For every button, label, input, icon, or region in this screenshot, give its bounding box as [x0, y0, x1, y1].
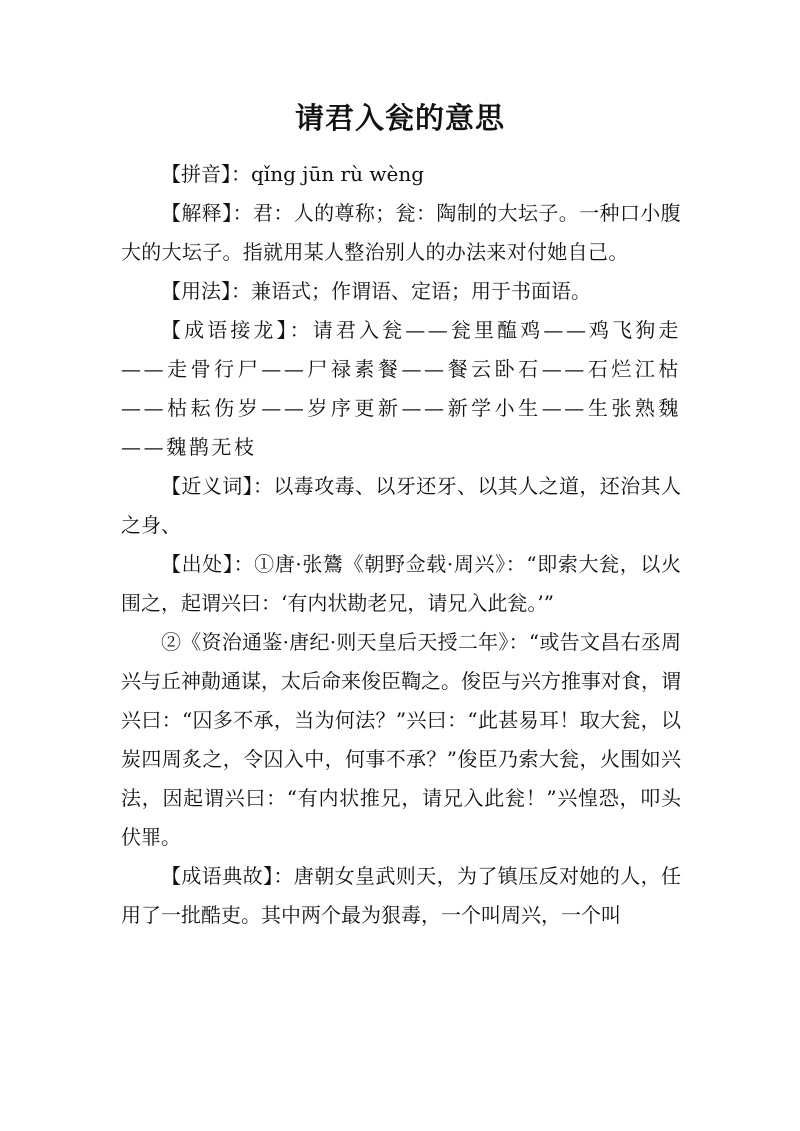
- paragraph-source-2: ②《资治通鉴·唐纪·则天皇后天授二年》：“或告文昌右丞周兴与丘神勣通谋，太后命来俊臣鞫之。俊臣与兴方推事对食，谓兴曰：“囚多不承，当为何法？”兴曰：“此甚易耳！取大瓮，以炭四周炙之，令囚入中，何事不承？”俊臣乃索大瓮，火围如兴法，因起谓兴曰：“有内状推兄，请兄入此瓮！”兴惶恐，叩头伏罪。: [121, 630, 681, 849]
- document-title: 请君入瓮的意思: [294, 101, 505, 135]
- paragraph-explanation: 【解释】：君：人的尊称；瓮：陶制的大坛子。一种口小腹大的大坛子。指就用某人整治别人的办法来对付她自己。: [121, 201, 681, 264]
- paragraph-idiom-chain: [121, 311, 681, 467]
- paragraph-allusion: 【成语典故】：唐朝女皇武则天，为了镇压反对她的人，任用了一批酷吏。其中两个最为狠毒，一个叫周兴，一个叫: [121, 864, 681, 927]
- paragraph-usage: 【用法】：兼语式；作谓语、定语；用于书面语。: [161, 279, 591, 303]
- paragraph-pinyin: 【拼音】：qǐng jūn rù wèng: [161, 162, 424, 186]
- idiom-chain-text: 【成语接龙】：请君入瓮——瓮里醢鸡——鸡飞狗走——走骨行尸——尸禄素餐——餐云卧石——石烂江枯——枯耘伤岁——岁序更新——新学小生——生张熟魏——魏鹊无枝: [121, 318, 681, 459]
- paragraph-source: 【出处】：①唐·张鷟《朝野佥载·周兴》：“即索大瓮，以火围之，起谓兴曰：‘有内状勘老兄，请兄入此瓮。’”: [121, 552, 681, 615]
- document-body: [121, 155, 681, 935]
- paragraph-synonyms: 【近义词】：以毒攻毒、以牙还牙、以其人之道，还治其人之身、: [121, 474, 681, 537]
